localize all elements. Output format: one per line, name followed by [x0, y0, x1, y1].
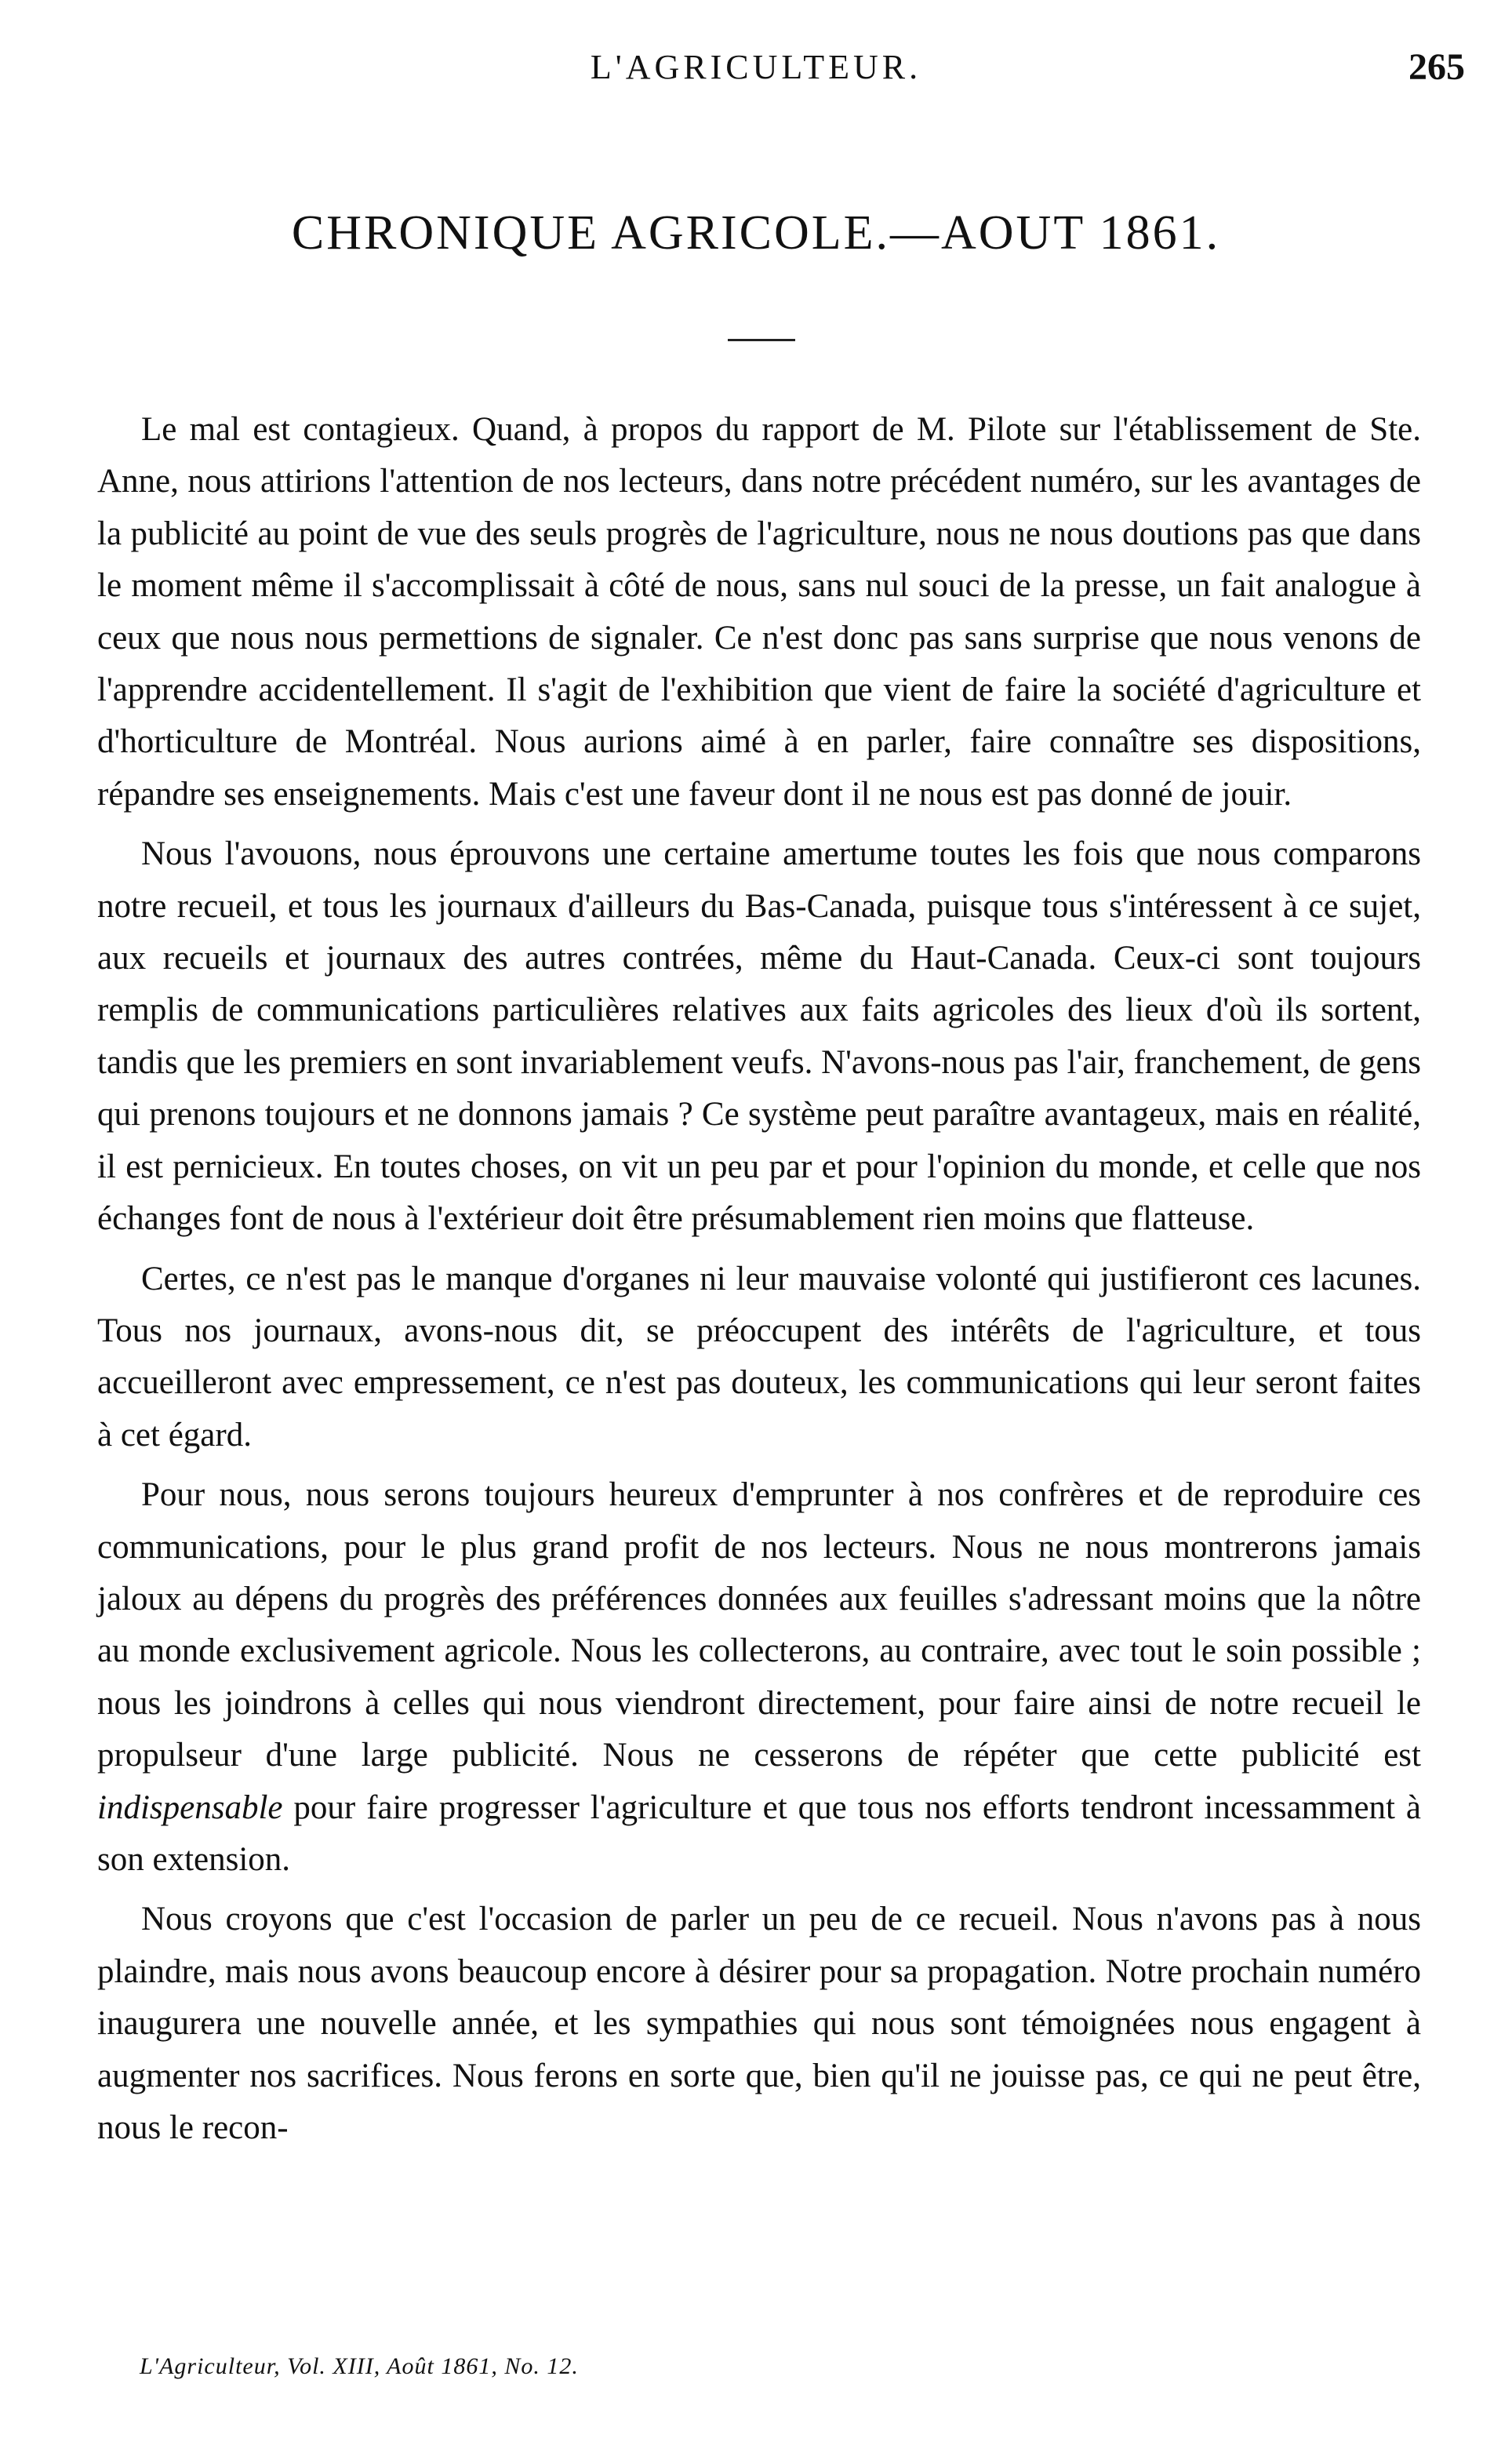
article-body	[97, 404, 1421, 2154]
running-head	[0, 36, 1512, 99]
title-rule	[728, 339, 795, 341]
paragraph-4-after: pour faire progresser l'agriculture et que tous nos efforts tendront incessamment à son extension.	[97, 1788, 1421, 1878]
paragraph-5: Nous croyons que c'est l'occasion de parler un peu de ce recueil. Nous n'avons pas à nous plaindre, mais nous avons beaucoup encore à désirer pour sa propagation. Notre prochain numéro inaugurera une nouvelle année, et les sympathies qui nous sont témoignées nous engagent à augmenter nos sacrifices. Nous ferons en sorte que, bien qu'il ne jouisse pas, ce qui ne peut être, nous le recon-	[97, 1901, 1421, 2146]
paragraph-4-emphasis: indispensable	[97, 1788, 283, 1826]
paragraph-1: Le mal est contagieux. Quand, à propos du rapport de M. Pilote sur l'établissement de Ste. Anne, nous attirions l'attention de nos lecteurs, dans notre précédent numéro, sur les avantages de la publicité au point de vue des seuls progrès de l'agriculture, nous ne nous doutions pas que dans le moment même il s'accomplissait à côté de nous, sans nul souci de la presse, un fait analogue à ceux que nous nous permettions de signaler. Ce n'est donc pas sans surprise que nous venons de l'apprendre accidentellement. Il s'agit de l'exhibition que vient de faire la société d'agriculture et d'horticulture de Montréal. Nous aurions aimé à en parler, faire connaître ses dispositions, répandre ses enseignements. Mais c'est une faveur dont il ne nous est pas donné de jouir.	[97, 411, 1421, 813]
paragraph-3: Certes, ce n'est pas le manque d'organes ni leur mauvaise volonté qui justifieront ces lacunes. Tous nos journaux, avons-nous dit, se préoccupent des intérêts de l'agriculture, et tous accueilleront avec empressement, ce n'est pas douteux, les communications qui leur seront faites à cet égard.	[97, 1260, 1421, 1454]
paragraph-4-text: Pour nous, nous serons toujours heureux d'emprunter à nos confrères et de reproduire ces communications, pour le plus grand profit de nos lecteurs. Nous ne nous montrerons jamais jaloux au dépens du progrès des préférences données aux feuilles s'adressant moins que la nôtre au monde exclusivement agricole. Nous les collecterons, au contraire, avec tout le soin possible ; nous les joindrons à celles qui nous viendront directement, pour faire ainsi de notre recueil le propulseur d'une large publicité. Nous ne cesserons de répéter que cette publicité est	[97, 1476, 1421, 1774]
page-number: 265	[1408, 46, 1465, 88]
chapter-title: CHRONIQUE AGRICOLE.—AOUT 1861.	[291, 206, 1221, 260]
paragraph-2: Nous l'avouons, nous éprouvons une certaine amertume toutes les fois que nous comparons notre recueil, et tous les journaux d'ailleurs du Bas-Canada, puisque tous s'intéressent à ce sujet, aux recueils et journaux des autres contrées, même du Haut-Canada. Ceux-ci sont toujours remplis de communications particulières relatives aux faits agricoles des lieux d'où ils sortent, tandis que les premiers en sont invariablement veufs. N'avons-nous pas l'air, franchement, de gens qui prenons toujours et ne donnons jamais ? Ce système peut paraître avantageux, mais en réalité, il est pernicieux. En toutes choses, on vit un peu par et pour l'opinion du monde, et celle que nos échanges font de nous à l'extérieur doit être présumablement rien moins que flatteuse.	[97, 835, 1421, 1238]
running-title: L'AGRICULTEUR.	[590, 48, 922, 86]
paragraph-4	[97, 1469, 1421, 1886]
footer-signature: L'Agriculteur, Vol. XIII, Août 1861, No. 12.	[140, 2353, 579, 2379]
